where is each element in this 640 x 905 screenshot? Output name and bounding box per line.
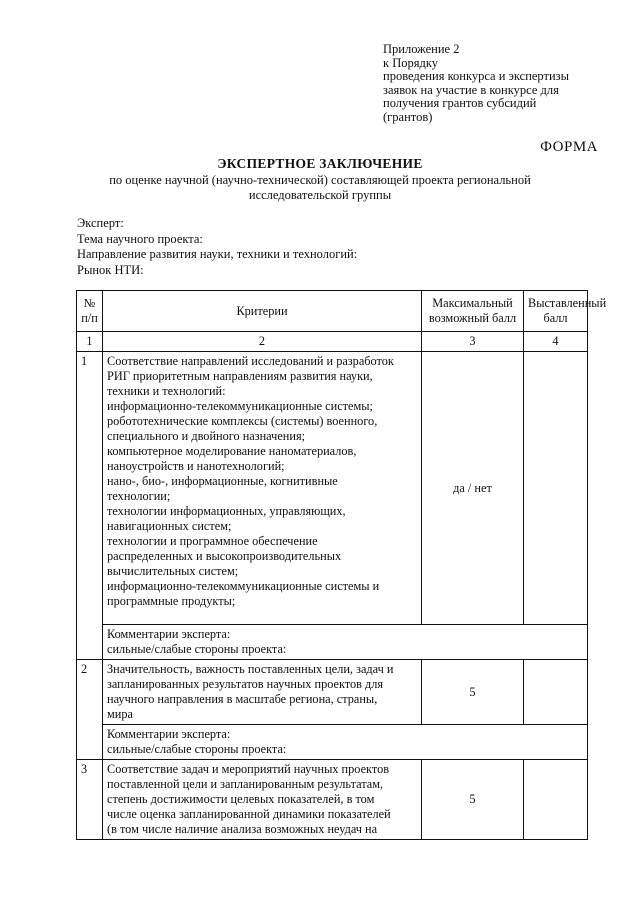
row-max-score: да / нет: [422, 352, 524, 625]
row-given-score[interactable]: [524, 760, 588, 840]
row-max-score: 5: [422, 660, 524, 725]
appendix-line: получения грантов субсидий: [383, 96, 537, 111]
row-num: 3: [77, 760, 103, 840]
appendix-line: к Порядку: [383, 55, 438, 70]
row-max-score: 5: [422, 760, 524, 840]
appendix-line: Приложение 2: [383, 42, 460, 56]
expert-comment-cell[interactable]: Комментарии эксперта: сильные/слабые стороны проекта:: [103, 625, 588, 660]
appendix-line: (грантов): [383, 109, 433, 124]
row-criteria-text: Соответствие направлений исследований и разработок РИГ приоритетным направлениям развития науки, техники и технологий: информационно-телекоммуникационные системы; робототехнические комплексы (системы) военного, специального и двойного назначения; компьютерное моделирование наноматериалов, наноустройств и нанотехнологий; нано-, био-, информационные, когнитивные технологии; технологии информационных, управляющих, навигационных систем; технологии и программное обеспечение распределенных и высокопроизводительных вычислительных систем; информационно-телекоммуникационные системы и программные продукты;: [103, 352, 422, 625]
row-num: 1: [77, 352, 103, 660]
comment-row: [77, 725, 588, 760]
direction-label: Направление развития науки, техники и технологий:: [77, 247, 358, 261]
market-label: Рынок НТИ:: [77, 262, 144, 277]
theme-label: Тема научного проекта:: [77, 231, 203, 246]
col-number: 3: [422, 332, 524, 352]
table-row: [77, 660, 588, 725]
table-row: [77, 352, 588, 625]
document-subtitle: [0, 173, 640, 203]
column-number-row: [77, 332, 588, 352]
header-num: № п/п: [77, 291, 103, 332]
row-num: 2: [77, 660, 103, 760]
form-label: ФОРМА: [540, 139, 598, 155]
row-given-score[interactable]: [524, 352, 588, 625]
criteria-table: [76, 290, 607, 840]
col-number: 1: [77, 332, 103, 352]
document-title: ЭКСПЕРТНОЕ ЗАКЛЮЧЕНИЕ: [217, 156, 423, 171]
row-criteria-text: Соответствие задач и мероприятий научных проектов поставленной цели и запланированным результатам, степень достижимости целевых показателей, в том числе оценка запланированной динамики показателей (в том числе наличие анализа возможных неудач на: [103, 760, 422, 840]
subtitle-line: по оценке научной (научно-технической) составляющей проекта региональной: [109, 173, 531, 187]
expert-label: Эксперт:: [77, 216, 124, 230]
col-number: 2: [103, 332, 422, 352]
appendix-block: [383, 43, 623, 125]
row-criteria-text: Значительность, важность поставленных цели, задач и запланированных результатов научных проектов для научного направления в масштабе региона, страны, мира: [103, 660, 422, 725]
header-criteria: Критерии: [103, 291, 422, 332]
appendix-line: заявок на участие в конкурсе для: [383, 82, 559, 97]
appendix-line: проведения конкурса и экспертизы: [383, 69, 570, 84]
project-meta: [77, 216, 357, 278]
expert-comment-cell[interactable]: Комментарии эксперта: сильные/слабые стороны проекта:: [103, 725, 588, 760]
row-given-score[interactable]: [524, 660, 588, 725]
table-header-row: [77, 291, 588, 332]
table-row: [77, 760, 588, 840]
header-max-score: Максимальный возможный балл: [422, 291, 524, 332]
header-given-score: Выставленный балл: [524, 291, 588, 332]
col-number: 4: [524, 332, 588, 352]
subtitle-line: исследовательской группы: [248, 188, 392, 202]
comment-row: [77, 625, 588, 660]
